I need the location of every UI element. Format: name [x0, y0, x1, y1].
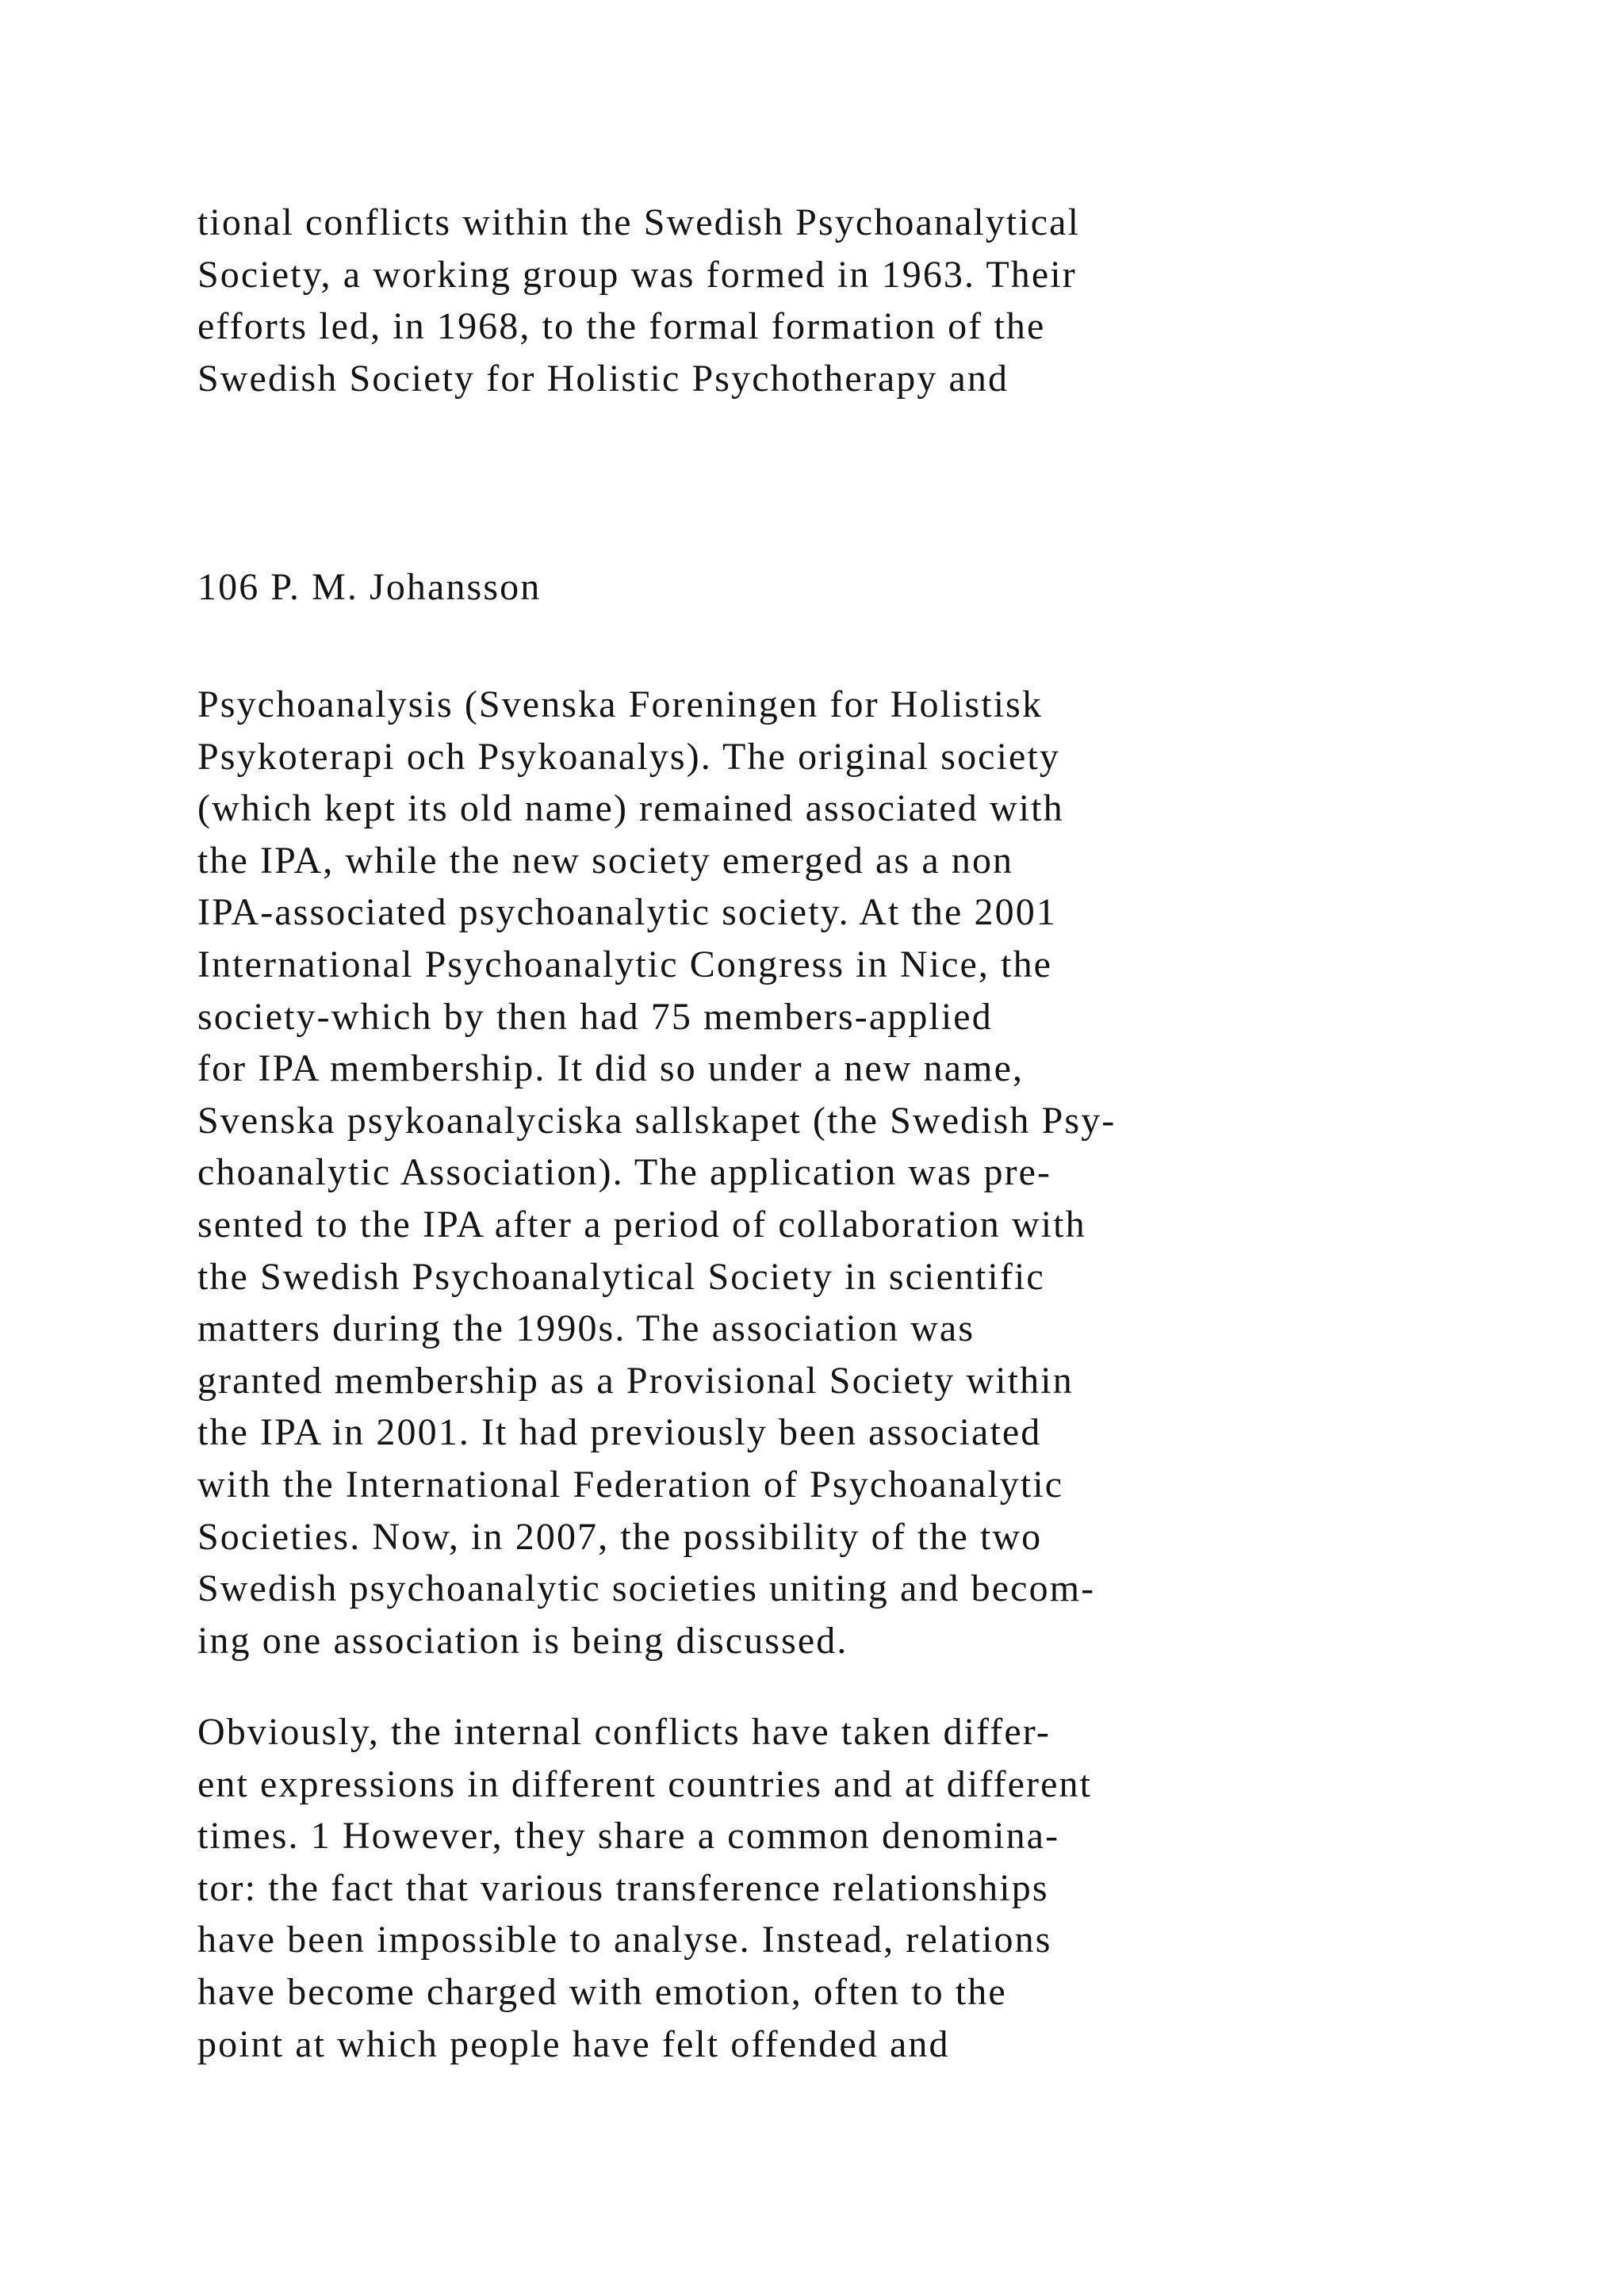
text-line: tor: the fact that various transference relationships — [197, 1866, 1049, 1909]
text-line: Psychoanalysis (Svenska Foreningen for Holistisk — [197, 683, 1044, 725]
paragraph-continued — [197, 197, 1545, 404]
page-number-author: 106 P. M. Johansson — [197, 566, 542, 608]
text-line: point at which people have felt offended and — [197, 2022, 950, 2065]
text-line: (which kept its old name) remained associated with — [197, 787, 1064, 830]
text-line: efforts led, in 1968, to the formal formation of the — [197, 305, 1046, 348]
text-line: have been impossible to analyse. Instead, relations — [197, 1919, 1052, 1961]
text-line: the Swedish Psychoanalytical Society in scientific — [197, 1255, 1045, 1298]
text-line: ing one association is being discussed. — [197, 1619, 848, 1662]
text-line: granted membership as a Provisional Society within — [197, 1359, 1074, 1402]
text-line: have become charged with emotion, often to the — [197, 1970, 1007, 2013]
text-line: Obviously, the internal conflicts have taken differ- — [197, 1711, 1051, 1753]
text-line: for IPA membership. It did so under a new name, — [197, 1047, 1025, 1090]
text-line: Swedish Society for Holistic Psychotherapy and — [197, 357, 1009, 400]
paragraph-conflicts — [197, 1706, 1545, 2070]
text-line: Swedish psychoanalytic societies uniting and becom- — [197, 1567, 1096, 1610]
text-line: society-which by then had 75 members-applied — [197, 995, 993, 1038]
text-line: with the International Federation of Psychoanalytic — [197, 1463, 1064, 1506]
text-line: International Psychoanalytic Congress in Nice, the — [197, 943, 1053, 985]
text-line: Psykoterapi och Psykoanalys). The original society — [197, 735, 1060, 778]
running-head — [197, 561, 1545, 614]
text-line: choanalytic Association). The application was pre- — [197, 1151, 1052, 1194]
text-line: times. 1 However, they share a common denomina- — [197, 1815, 1060, 1858]
text-line: Society, a working group was formed in 1963. Their — [197, 253, 1077, 296]
text-line: tional conflicts within the Swedish Psychoanalytical — [197, 201, 1081, 243]
text-line: sented to the IPA after a period of collaboration with — [197, 1203, 1086, 1246]
text-line: Svenska psykoanalyciska sallskapet (the Swedish Psy- — [197, 1099, 1116, 1142]
paragraph-history — [197, 679, 1545, 1667]
text-line: ent expressions in different countries and at different — [197, 1762, 1093, 1805]
text-line: IPA-associated psychoanalytic society. At the 2001 — [197, 891, 1057, 934]
text-line: Societies. Now, in 2007, the possibility of the two — [197, 1515, 1043, 1558]
text-line: matters during the 1990s. The association was — [197, 1307, 975, 1350]
text-line: the IPA in 2001. It had previously been associated — [197, 1411, 1042, 1454]
text-line: the IPA, while the new society emerged as a non — [197, 839, 1014, 882]
